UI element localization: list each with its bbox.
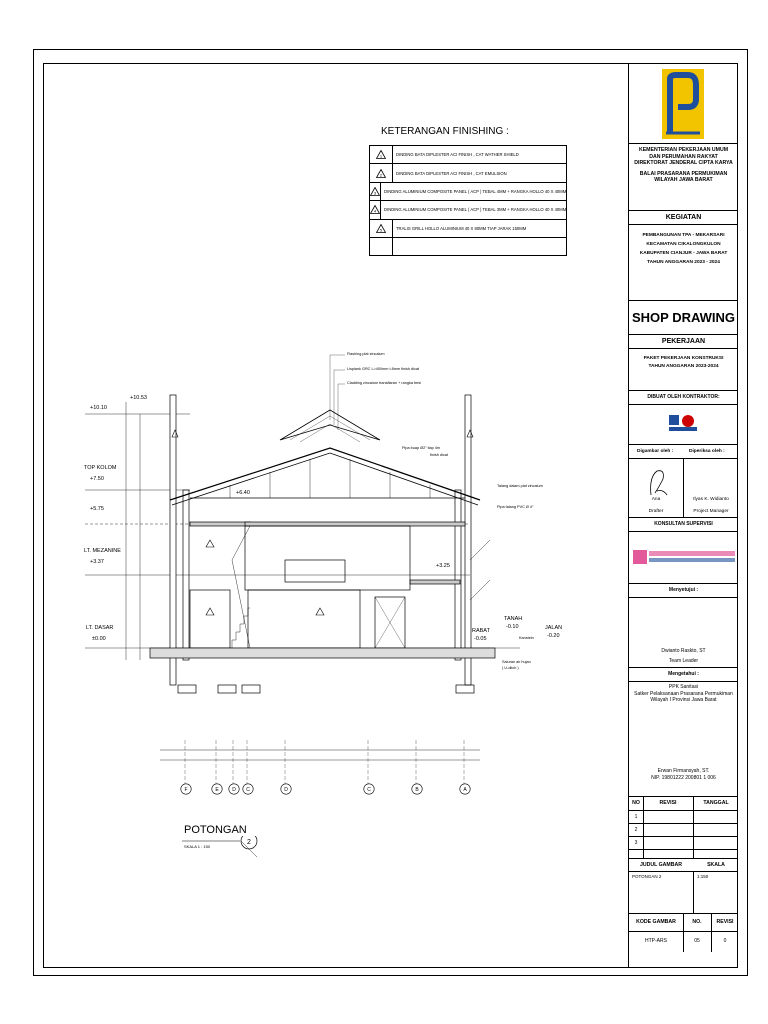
team-leader-block: Dwianto Raskto, ST Team Leader: [629, 597, 738, 667]
level-label: RABAT: [472, 628, 490, 634]
legend-num: 3: [373, 190, 377, 196]
section-title: POTONGAN: [184, 824, 247, 836]
level-label: +10.10: [90, 405, 107, 411]
finishing-legend-table: [369, 145, 567, 256]
legend-text: DINDING BATA DIPLESTER ACI FINISH , CAT EMULSION: [396, 170, 507, 176]
judul-header: JUDUL GAMBAR SKALA: [629, 858, 738, 871]
triangle-icon: [370, 183, 381, 200]
triangle-icon: [370, 164, 393, 181]
ministry-block: KEMENTERIAN PEKERJAAN UMUM DAN PERUMAHAN RAKYAT DIREKTORAT JENDERAL CIPTA KARYA BALAI PRASARANA PERMUKIMAN WILAYAH JAWA BARAT: [629, 143, 738, 210]
annotation: Kanstein: [519, 636, 534, 640]
triangle-icon: [370, 201, 381, 218]
pekerjaan-label: PEKERJAAN: [629, 334, 738, 348]
annotation: Cladding zincalum transflaran + rangka besi: [347, 381, 421, 385]
legend-row-empty: [370, 238, 566, 255]
legend-row: [370, 164, 566, 182]
level-label: -0.10: [506, 624, 519, 630]
grid-bubble: [211, 783, 223, 795]
level-label: +3.37: [90, 559, 104, 565]
level-label: TOP KOLOM: [84, 465, 117, 471]
legend-text: DINDING ALUMINIUM COMPOSITE PANEL ( ACP ) TEBAL 3MM + RANGKA HOLLO 40 X 40MM: [384, 207, 567, 213]
section-drawing: [44, 330, 564, 810]
svg-text:F: F: [184, 787, 188, 793]
legend-text: TRALIS GRILL HOLLO ALUMINIUM 40 X 80MM TIAP JARAK 150MM: [396, 225, 527, 231]
legend-num: 2: [379, 172, 383, 178]
grid-bubble: [459, 783, 471, 795]
kegiatan-label: KEGIATAN: [629, 210, 738, 224]
annotation: finish dicat: [430, 453, 448, 457]
revision-row-empty: [629, 849, 738, 858]
annotation: Saluran air hujan: [502, 660, 531, 664]
title-block: [628, 63, 738, 968]
legend-num: 1: [379, 153, 383, 159]
revision-row: 2: [629, 823, 738, 836]
kontraktor-label: DIBUAT OLEH KONTRAKTOR:: [629, 390, 738, 404]
pekerjaan-block: PAKET PEKERJAAN KONSTRUKSI TAHUN ANGGARAN 2023-2024: [629, 348, 738, 390]
contractor-logo: [669, 415, 697, 433]
grid-bubble: [363, 783, 375, 795]
svg-text:E: E: [215, 787, 219, 793]
legend-num: 4: [373, 208, 377, 214]
legend-text: DINDING ALUMINIUM COMPOSITE PANEL ( ACP ) TEBAL 4MM + RANGKA HOLLO 40 X 40MM: [384, 188, 567, 194]
level-label: LT. MEZANINE: [84, 548, 121, 554]
grid-bubble: [228, 783, 240, 795]
triangle-icon: [370, 220, 393, 237]
revision-row: 1: [629, 810, 738, 823]
legend-title: KETERANGAN FINISHING :: [381, 126, 509, 137]
consultant-logo: [633, 548, 735, 566]
kegiatan-block: PEMBANGUNAN TPA - MEKARSARI KECAMATAN CIKALONGKULON KABUPATEN CIANJUR - JAWA BARAT TAHUN ANGGARAN 2023 - 2024: [629, 224, 738, 300]
signature-header: Digambar oleh : Diperiksa oleh :: [629, 444, 738, 458]
annotation: Talang dalam plat zincalum: [497, 484, 543, 488]
svg-text:2: 2: [247, 839, 251, 846]
legend-num: 5: [379, 227, 383, 233]
grid-bubble: [242, 783, 254, 795]
triangle-icon: [370, 146, 393, 163]
svg-text:C: C: [367, 787, 371, 793]
level-label: TANAH: [504, 616, 523, 622]
svg-text:D: D: [284, 787, 288, 793]
level-label: -0.20: [547, 633, 560, 639]
svg-text:B: B: [415, 787, 419, 793]
revision-row: 3: [629, 836, 738, 849]
grid-bubble: [280, 783, 292, 795]
svg-text:D: D: [232, 787, 236, 793]
level-label: JALAN: [545, 625, 563, 631]
annotation: Pipa talang PVC Ø 4": [497, 505, 534, 509]
level-label: +3.25: [436, 563, 450, 569]
level-label: LT. DASAR: [86, 625, 114, 631]
grid-bubble: [411, 783, 423, 795]
legend-text: DINDING BATA DIPLESTER ACI FINISH , CAT WATHER SHIELD: [396, 152, 519, 158]
signature-drafter: [647, 467, 669, 497]
grid-bubble: [180, 783, 192, 795]
consultant-logo-row: [629, 531, 738, 583]
ppk-block: PPK Sanitasi Satker Pelaksanaan Prasarana Permukiman Wilayah I Provinsi Jawa Barat Erwan Firmansyah, ST. NIP. 19801222 200801 1 006: [629, 681, 738, 792]
revision-header: NO REVISI TANGGAL: [629, 796, 738, 810]
mengetahui-label: Mengetahui :: [629, 667, 738, 681]
section-number-bubble: [182, 836, 264, 862]
level-label: +6.40: [236, 490, 250, 496]
menyetujui-label: Menyetujui :: [629, 583, 738, 597]
level-label: -0.05: [474, 636, 487, 642]
section-scale: SKALA 1 : 150: [184, 844, 211, 849]
signature-row: Ana Drafter Ilyas K. Widianto Project Manager: [629, 458, 738, 517]
level-label: +10.53: [130, 395, 147, 401]
annotation: ( U-ditch ): [502, 666, 519, 670]
kode-row: HTP-ARS 05 0: [629, 931, 738, 951]
legend-row: [370, 220, 566, 238]
legend-row: [370, 146, 566, 164]
judul-row: POTONGAN 2 1:150: [629, 871, 738, 913]
annotation: Flashing plat zincalum: [347, 352, 385, 356]
ministry-logo: [662, 69, 704, 139]
svg-text:A: A: [463, 787, 467, 793]
contractor-logo-row: [629, 404, 738, 444]
kode-header: KODE GAMBAR NO. REVISI: [629, 913, 738, 931]
svg-text:C: C: [246, 787, 250, 793]
level-label: ±0.00: [92, 636, 106, 642]
level-label: +7.50: [90, 476, 104, 482]
legend-row: [370, 201, 566, 219]
konsultan-label: KONSULTAN SUPERVISI: [629, 517, 738, 531]
annotation: Lisplank GRC L=400mm t.8mm finish dicat: [347, 367, 420, 371]
shop-drawing-title: SHOP DRAWING: [629, 300, 738, 334]
legend-row: [370, 183, 566, 201]
level-label: +5.75: [90, 506, 104, 512]
annotation: Pipa buap Ø2" tiap 4m: [402, 446, 441, 450]
